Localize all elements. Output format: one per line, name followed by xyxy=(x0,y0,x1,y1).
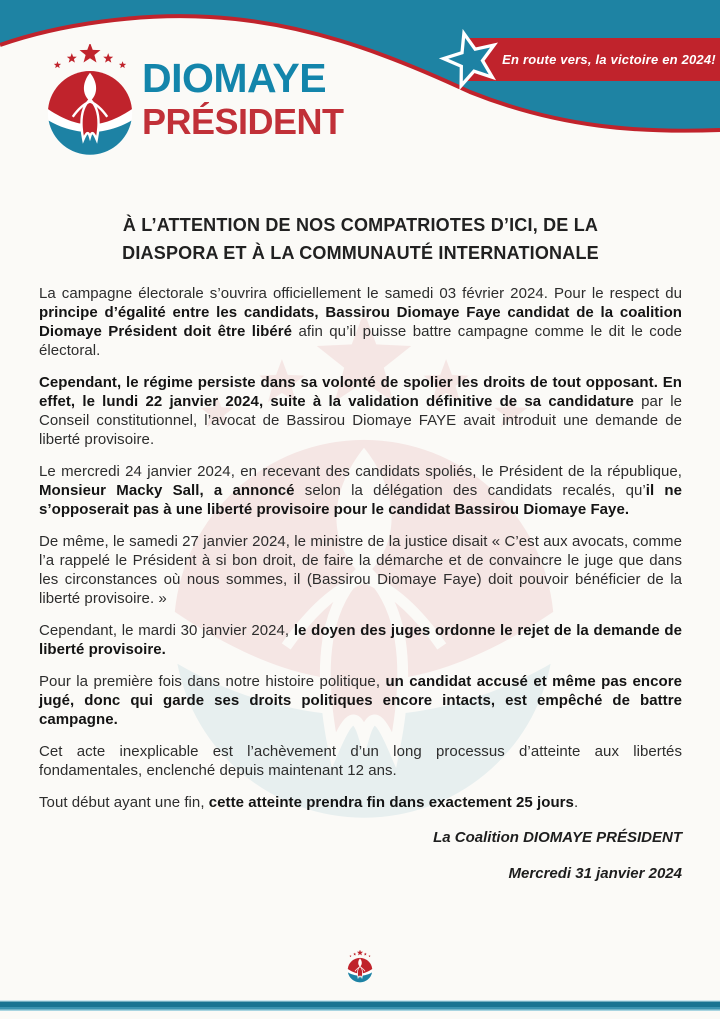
text-segment: Cependant, le régime persiste dans sa volonté de spolier les droits de tout opposant. En effet, le lundi 22 janvier 2024, suite à la validation définitive de sa candidature xyxy=(39,374,682,410)
text-segment: un candidat accusé et même pas encore jugé, donc qui garde ses droits politiques encore intacts, est empêché de battre campagne. xyxy=(39,673,683,728)
logo-wordmark xyxy=(142,55,344,142)
text-segment: par le Conseil constitutionnel, l’avocat de Bassirou Diomaye FAYE avait introduit une demande de liberté provisoire. xyxy=(39,393,682,448)
document-title-line2: DIASPORA ET À LA COMMUNAUTÉ INTERNATIONALE xyxy=(122,242,599,263)
text-segment: Monsieur Macky Sall, a annoncé xyxy=(39,482,295,499)
text-segment: Pour la première fois dans notre histoire politique, xyxy=(39,673,386,690)
text-segment: Cependant, le mardi 30 janvier 2024, xyxy=(39,622,294,639)
paragraph xyxy=(39,373,682,449)
text-segment: afin qu’il puisse battre campagne comme le dit le code électoral. xyxy=(39,323,683,359)
text-segment: De même, le samedi 27 janvier 2024, le ministre de la justice disait « C’est aux avocats, comme l’a rappelé le Président à si bon droit, de faire la démarche et de convaincre le juge que dans les circonstances où nous sommes, il (Bassirou Diomaye Faye) doit pouvoir bénéficier de la liberté provisoire. » xyxy=(39,533,682,607)
text-segment: . xyxy=(573,794,579,811)
paragraph xyxy=(39,532,682,608)
text-segment: il ne s’opposerait pas à une liberté provisoire pour le candidat Bassirou Diomaye Faye. xyxy=(39,482,683,518)
body-paragraphs xyxy=(39,284,682,812)
paragraph xyxy=(39,462,682,519)
logo-wordmark-line2: PRÉSIDENT xyxy=(142,101,344,142)
paragraph xyxy=(39,793,682,812)
text-segment: principe d’égalité entre les candidats, Bassirou Diomaye Faye candidat de la coalition Diomaye Président doit être libéré xyxy=(39,304,682,340)
paragraph xyxy=(39,621,682,659)
coalition-logo-icon xyxy=(42,44,138,157)
signature-coalition: La Coalition DIOMAYE PRÉSIDENT xyxy=(433,829,682,846)
banner-text: En route vers, la victoire en 2024! xyxy=(502,52,716,67)
text-segment: le doyen des juges ordonne le rejet de la demande de liberté provisoire. xyxy=(39,622,683,658)
paragraph xyxy=(39,672,682,729)
text-segment: Tout début ayant une fin, xyxy=(39,794,209,811)
document-title-line1: À L’ATTENTION DE NOS COMPATRIOTES D’ICI, DE LA xyxy=(122,215,599,235)
logo-wordmark-line1: DIOMAYE xyxy=(142,55,327,101)
document-body xyxy=(39,212,682,882)
signature-date: Mercredi 31 janvier 2024 xyxy=(508,865,682,882)
text-segment: La campagne électorale s’ouvrira officiellement le samedi 03 février 2024. Pour le respect du xyxy=(39,285,682,302)
footer-bar xyxy=(0,1000,720,1011)
paragraph xyxy=(39,284,682,360)
text-segment: cette atteinte prendra fin dans exactement 25 jours xyxy=(208,794,574,811)
text-segment: Cet acte inexplicable est l’achèvement d’un long processus d’atteinte aux libertés fondamentales, enclenché depuis maintenant 12 ans. xyxy=(39,743,682,779)
text-segment: Le mercredi 24 janvier 2024, en recevant des candidats spoliés, le Président de la république, xyxy=(39,463,682,480)
text-segment: selon la délégation des candidats recalés, qu’ xyxy=(294,482,646,499)
paragraph xyxy=(39,742,682,780)
banner-star-icon xyxy=(438,27,504,93)
footer-logo-icon xyxy=(346,950,374,983)
document-title xyxy=(39,212,682,267)
